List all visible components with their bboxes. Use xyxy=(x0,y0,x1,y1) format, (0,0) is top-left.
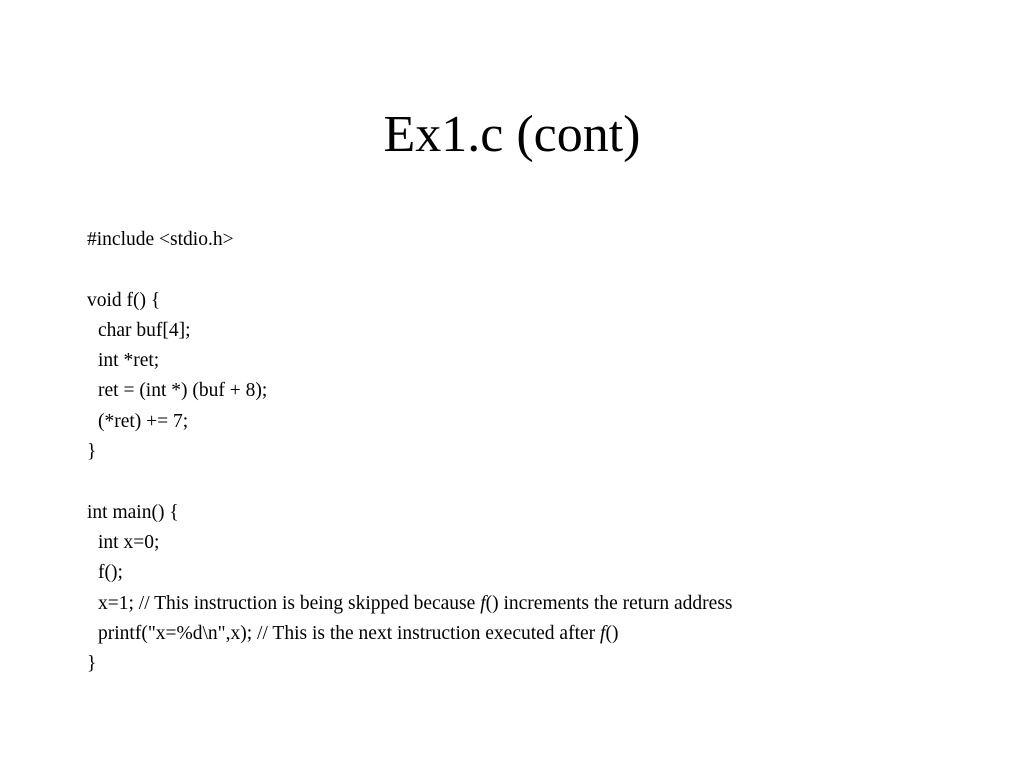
code-line-f-ret-assign: ret = (int *) (buf + 8); xyxy=(98,380,268,402)
slide-title: Ex1.c (cont) xyxy=(383,106,641,163)
code-line-main-close: } xyxy=(87,653,97,675)
code-blank-line xyxy=(87,255,987,285)
code-line-f-ret-increment: (*ret) += 7; xyxy=(98,410,189,432)
code-line-include: #include <stdio.h> xyxy=(87,229,234,250)
code-line-main-x-assign xyxy=(87,589,987,619)
code-text: () increments the return address xyxy=(485,592,733,614)
code-line-main-f-call: f(); xyxy=(98,562,123,584)
code-line-f-close: } xyxy=(87,441,97,463)
code-line-main-printf xyxy=(87,619,987,649)
code-text: x=1; // This instruction is being skipped because xyxy=(98,592,481,614)
code-line-main-declaration: int main() { xyxy=(87,501,179,523)
code-blank-line xyxy=(87,467,987,497)
code-text: () xyxy=(605,622,619,644)
code-function-name: f xyxy=(600,622,606,644)
code-text: printf("x=%d\n",x); // This is the next instruction executed after xyxy=(98,622,601,644)
code-listing xyxy=(87,225,987,679)
code-line-f-declaration: void f() { xyxy=(87,289,161,311)
code-line-f-ret: int *ret; xyxy=(98,350,160,372)
code-line-main-x-init: int x=0; xyxy=(98,531,160,553)
code-line-f-buf: char buf[4]; xyxy=(98,319,191,341)
code-function-name: f xyxy=(480,592,486,614)
